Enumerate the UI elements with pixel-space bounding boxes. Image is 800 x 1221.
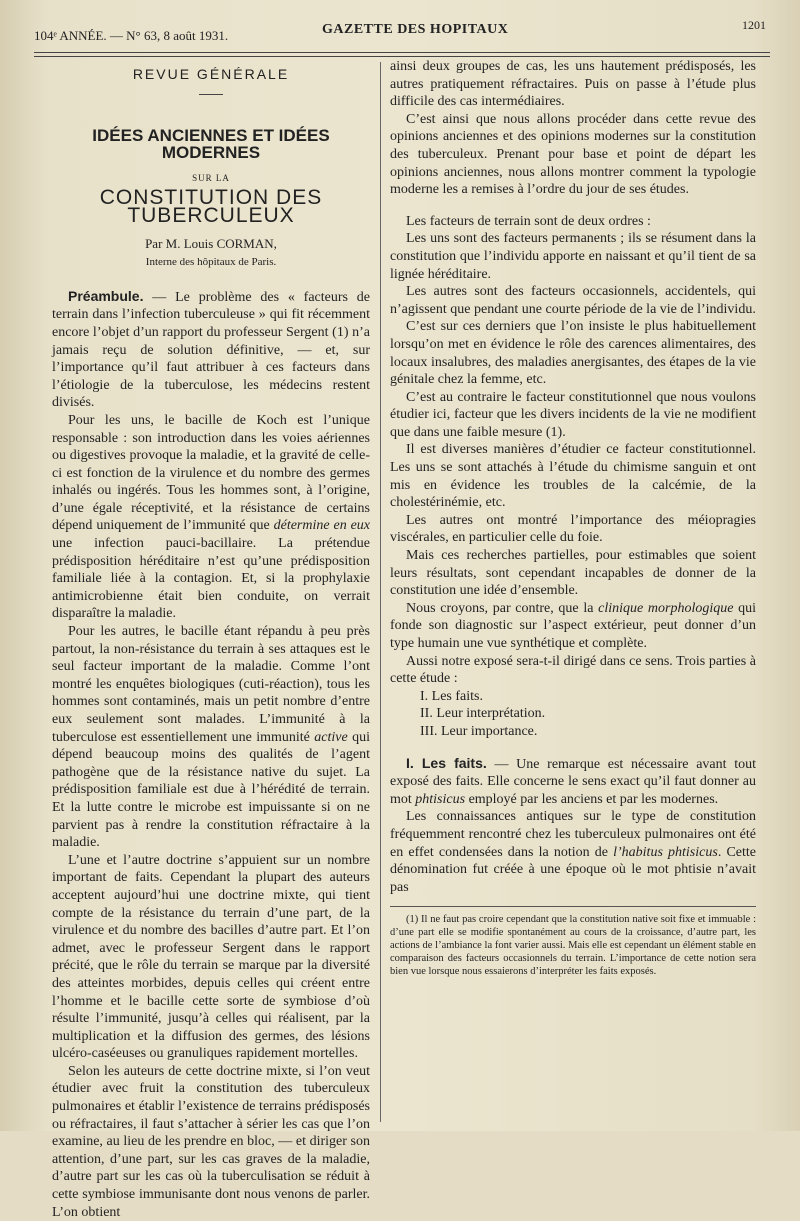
paragraph-text: — Une remarque est nécessaire avant tout exposé des faits. Elle concerne le sens exact qu’il faut donner au mot [390, 756, 756, 807]
paragraph-text: Pour les uns, le bacille de Koch est l’unique responsable : son introduction dans les voies aériennes ou digestives provoque la maladie, et la gravité de celle-ci est fonction de la virulence et du nombre des germes inhalés ou ingérés. Tous les hommes sont, à l’origine, d’une égale réceptivité, et la résistance de certains dépend uniquement de l’immunité que [52, 412, 370, 534]
paragraph [52, 412, 370, 623]
footnote: (1) Il ne faut pas croire cependant que la constitution native soit fixe et immuable : d’une part elle se modifie spontanément au cours de la croissance, d’autre part, les actions de l’ambiance la font varier aussi. Mais elle est cependant un élément stable en comparaison des facteurs occasionnels du terrain. L’importance de cette notion sera bien vue lorsque nous essaierons d’interpréter les faits exposés. [390, 914, 756, 978]
paragraph: ainsi deux groupes de cas, les uns hautement prédisposés, les autres pratiquement réfractaires. Puis on passe à l’étude plus difficile des cas intermédiaires. [390, 59, 756, 110]
paragraph: Il est diverses manières d’étudier ce facteur constitutionnel. Les uns se sont attachés à l’étude du chimisme sanguin et ont mis en évidence les troubles de la calcémie, de la cholestérinémie, etc. [390, 442, 756, 511]
paragraph: Les autres ont montré l’importance des méiopragies viscérales, en particulier celle du foie. [390, 512, 756, 546]
article-subject: CONSTITUTION DES TUBERCULEUX [99, 186, 323, 227]
page-number: 1201 [742, 18, 766, 32]
paragraph: Mais ces recherches partielles, pour estimables que soient leurs résultats, sont cependant incapables de donner de la constitution une idée d’ensemble. [390, 548, 756, 599]
paragraph [390, 808, 756, 896]
spacer [390, 199, 756, 213]
paragraph: C’est au contraire le facteur constitutionnel que nous voulons étudier ici, facteur que les divers incidents de la vie ne modifient que dans une faible mesure (1). [390, 389, 756, 440]
emphasis: clinique morphologique [598, 600, 734, 616]
author-affiliation: Interne des hôpitaux de Paris. [145, 256, 277, 269]
article-title: IDÉES ANCIENNES ET IDÉES MODERNES [92, 125, 330, 163]
author: Par M. Louis CORMAN, [145, 235, 277, 251]
paragraph-lead: Préambule. [68, 287, 144, 304]
paragraph: Les autres sont des facteurs occasionnels, accidentels, qui n’agissent que pendant une courte période de la vie de l’individu. [390, 284, 756, 317]
footnote-rule [390, 906, 756, 907]
paragraph: Aussi notre exposé sera-t-il dirigé dans ce sens. Trois parties à cette étude : [390, 653, 756, 687]
title-connector: SUR LA [192, 172, 230, 183]
paragraph-text: une infection pauci-bacillaire. La prétendue prédisposition héréditaire n’est qu’une prédisposition familiale liée à la contagion. Et, si la prophylaxie antimicrobienne était bien conduite, on verrait disparaître la maladie. [52, 536, 370, 622]
header-rule [34, 52, 770, 53]
section-title: REVUE GÉNÉRALE [132, 66, 290, 82]
list-item: I. Les faits. [420, 688, 483, 704]
emphasis: active [314, 729, 348, 745]
paragraph [390, 600, 756, 653]
list-item: III. Leur importance. [420, 723, 538, 739]
paragraph-text: . Cette dénomination fut créée à une époque où le mot phtisie n’avait pas [390, 844, 756, 895]
column-divider [380, 62, 381, 1122]
paragraph [52, 288, 370, 412]
paragraph-text: Pour les autres, le bacille étant répandu à peu près partout, la non-résistance du terrain à ses attaques est le seul facteur important de la maladie. Comme l’ont montré les enquêtes biologiques (cuti-réaction), tous les hommes sont contaminés, mais un petit nombre d’entre eux seulement sont malades. L’immunité à la tuberculose est essentiellement une immunité [52, 624, 370, 745]
paragraph: Les facteurs de terrain sont de deux ordres : [406, 213, 651, 229]
emphasis: phtisicus [415, 791, 466, 807]
paragraph-text: employé par les anciens et par les modernes. [465, 791, 719, 807]
header-rule-double [34, 56, 770, 57]
paragraph [52, 623, 370, 852]
title-rule [199, 94, 223, 95]
paragraph [390, 755, 756, 809]
paragraph-text: Les connaissances antiques sur le type de constitution fréquemment rencontré chez les tuberculeux pulmonaires ont été en effet condensées dans la notion de [390, 809, 756, 860]
section-heading: I. Les faits. [406, 754, 487, 771]
paragraph: L’une et l’autre doctrine s’appuient sur un nombre important de faits. Cependant la plupart des auteurs acceptent aujourd’hui une doctrine mixte, qui tient compte de la résistance du terrain d’une part, de la virulence et du nombre des bacilles d’autre part. Et l’on admet, avec le professeur Sergent dans le rapport précité, que le rôle du terrain se marque par la diversité des atteintes morbides, depuis celles qui créent entre l’homme et le bacille cette sorte de symbiose d’où résulte l’immunité, jusqu’à celles qui réalisent, par la multiplication et la diffusion des germes, des lésions ulcéro-caséeuses ou granuliques rapidement mortelles. [52, 852, 370, 1062]
emphasis: l’habitus phtisicus [613, 844, 718, 860]
spacer [390, 741, 756, 755]
outline-list [390, 688, 756, 741]
running-header [30, 14, 772, 44]
emphasis: détermine en eux [273, 518, 371, 534]
left-column [52, 62, 370, 1221]
paragraph: Selon les auteurs de cette doctrine mixte, si l’on veut étudier avec fruit la constitution des tuberculeux pulmonaires et établir l’existence de terrains prédisposés ou réfractaires, il faut s’attacher à sérier les cas que l’on examine, au lieu de les prendre en bloc, — et diriger son attention, d’une part, sur les cas graves de la maladie, d’autre part sur les cas où la tuberculisation se réduit à cette symbiose immunisante dont nous venons de parler. L’on obtient [52, 1063, 370, 1220]
paragraph: C’est ainsi que nous allons procéder dans cette revue des opinions anciennes et des opinions modernes sur la constitution des tuberculeux. Prenant pour base et point de départ les opinions anciennes, nous allons montrer comment la typologie moderne les a remises à l’ordre du jour de ses études. [390, 111, 756, 198]
paragraph-text: — Le problème des « facteurs de terrain dans l’infection tuberculeuse » qui fit récemment encore l’objet d’un rapport du professeur Sergent (1) n’a jamais reçu de solution définitive, — et, sur l’importance qu’il faut attribuer à ces facteurs dans l’étiologie de la tuberculose, les médecins restent divisés. [52, 289, 370, 411]
journal-title: GAZETTE DES HOPITAUX [322, 22, 509, 37]
paragraph-text: Nous croyons, par contre, que la [406, 600, 599, 616]
paragraph: Les uns sont des facteurs permanents ; ils se résument dans la constitution que l’individu apporte en naissant et qu’il tient de sa lignée héréditaire. [390, 231, 756, 282]
paragraph-text: qui dépend beaucoup moins des qualités de l’agent pathogène que de la résistance native du sujet. La prédisposition familiale est due à l’hérédité de terrain. Et la lutte contre le microbe est impuissante si on ne parvient pas à rendre la constitution réfractaire à la maladie. [52, 729, 370, 851]
paragraph-text: qui fonde son diagnostic sur l’aspect extérieur, peut donner d’un type humain une vue synthétique et complète. [390, 600, 757, 651]
issue-info: 104ᵉ ANNÉE. — N° 63, 8 août 1931. [34, 28, 229, 43]
list-item: II. Leur interprétation. [420, 706, 546, 722]
paragraph: C’est sur ces derniers que l’on insiste le plus habituellement lorsqu’on met en évidence le rôle des carences alimentaires, des locaux insalubres, des maladies anergisantes, des étapes de la vie génitale chez la femme, etc. [390, 319, 756, 388]
right-column [390, 58, 756, 978]
